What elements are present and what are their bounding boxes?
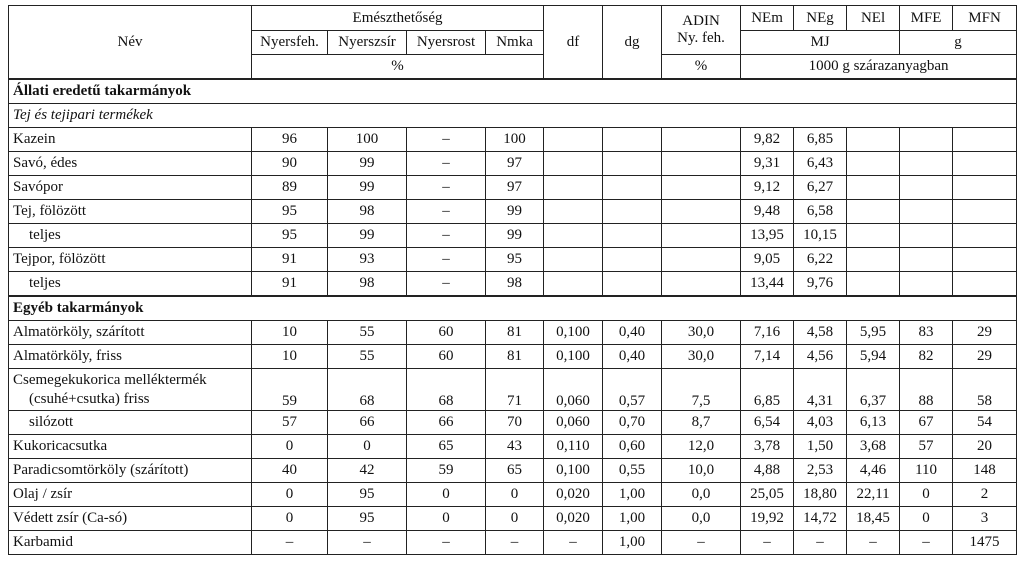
value-cell: 83 [900, 321, 953, 345]
value-cell [662, 200, 741, 224]
value-cell: 98 [328, 272, 407, 297]
table-row [9, 272, 1017, 297]
value-cell: 81 [486, 345, 544, 369]
value-cell [847, 200, 900, 224]
value-cell [544, 248, 603, 272]
value-cell: 97 [486, 176, 544, 200]
value-cell [544, 272, 603, 297]
value-cell: 71 [486, 369, 544, 411]
value-cell: 0,060 [544, 411, 603, 435]
value-cell: 0 [252, 435, 328, 459]
value-cell: 12,0 [662, 435, 741, 459]
value-cell: 97 [486, 152, 544, 176]
value-cell [953, 128, 1017, 152]
value-cell [603, 248, 662, 272]
value-cell: 22,11 [847, 483, 900, 507]
value-cell: – [407, 248, 486, 272]
value-cell [603, 200, 662, 224]
table-row [9, 152, 1017, 176]
protein-unit-header: g [900, 31, 1017, 55]
value-cell: – [794, 531, 847, 555]
value-cell: 91 [252, 248, 328, 272]
value-cell [603, 224, 662, 248]
value-cell: 95 [486, 248, 544, 272]
value-cell: 99 [486, 200, 544, 224]
value-cell: – [847, 531, 900, 555]
value-cell: 9,76 [794, 272, 847, 297]
section-title: Állati eredetű takarmányok [9, 79, 1017, 104]
value-cell: 0,57 [603, 369, 662, 411]
value-cell: 6,22 [794, 248, 847, 272]
value-cell: 25,05 [741, 483, 794, 507]
value-cell: 98 [328, 200, 407, 224]
value-cell: 148 [953, 459, 1017, 483]
name-column-header: Név [9, 6, 252, 80]
value-cell [603, 128, 662, 152]
value-cell: 88 [900, 369, 953, 411]
table-row [9, 128, 1017, 152]
value-cell: – [407, 128, 486, 152]
value-cell: 9,48 [741, 200, 794, 224]
value-cell: 0 [252, 483, 328, 507]
value-cell: 91 [252, 272, 328, 297]
value-cell: 0,100 [544, 459, 603, 483]
value-cell [953, 224, 1017, 248]
value-cell: 55 [328, 321, 407, 345]
section-header-row [9, 296, 1017, 321]
value-cell: 43 [486, 435, 544, 459]
value-cell: 59 [252, 369, 328, 411]
value-cell: – [407, 224, 486, 248]
value-cell: 66 [328, 411, 407, 435]
value-cell: 0,020 [544, 483, 603, 507]
value-cell: 0 [900, 483, 953, 507]
feed-name-cell: Tej, fölözött [9, 200, 252, 224]
adin-unit-header: % [662, 55, 741, 80]
value-cell: 2 [953, 483, 1017, 507]
digestibility-group-header: Emészthetőség [252, 6, 544, 31]
feed-name-line1: Csemegekukorica melléktermék [13, 371, 207, 388]
value-cell [847, 152, 900, 176]
value-cell: 9,05 [741, 248, 794, 272]
value-cell: 70 [486, 411, 544, 435]
value-cell: – [662, 531, 741, 555]
value-cell [953, 248, 1017, 272]
value-cell: 4,58 [794, 321, 847, 345]
feed-name-cell: Olaj / zsír [9, 483, 252, 507]
value-cell [847, 128, 900, 152]
value-cell: 59 [407, 459, 486, 483]
value-cell: 5,94 [847, 345, 900, 369]
dg-column-header: dg [603, 6, 662, 80]
value-cell: 68 [328, 369, 407, 411]
table-row [9, 345, 1017, 369]
value-cell: 6,13 [847, 411, 900, 435]
feed-name-cell: teljes [9, 272, 252, 297]
section-title: Egyéb takarmányok [9, 296, 1017, 321]
value-cell: 0,100 [544, 321, 603, 345]
value-cell: 42 [328, 459, 407, 483]
value-cell: 0 [407, 507, 486, 531]
table-row [9, 435, 1017, 459]
value-cell: 54 [953, 411, 1017, 435]
value-cell: 3 [953, 507, 1017, 531]
table-body [9, 79, 1017, 555]
value-cell: 4,03 [794, 411, 847, 435]
value-cell [544, 224, 603, 248]
value-cell: 99 [328, 176, 407, 200]
value-cell: 1,50 [794, 435, 847, 459]
value-cell: 66 [407, 411, 486, 435]
nfe-header: Nmka [486, 31, 544, 55]
value-cell: 0 [407, 483, 486, 507]
feed-name-cell: Védett zsír (Ca-só) [9, 507, 252, 531]
feed-name-cell: teljes [9, 224, 252, 248]
value-cell [900, 176, 953, 200]
value-cell: – [407, 152, 486, 176]
value-cell: – [407, 272, 486, 297]
value-cell: 2,53 [794, 459, 847, 483]
value-cell: 1,00 [603, 507, 662, 531]
value-cell: 4,56 [794, 345, 847, 369]
value-cell [847, 176, 900, 200]
feed-name-cell: silózott [9, 411, 252, 435]
value-cell [662, 248, 741, 272]
value-cell: 6,58 [794, 200, 847, 224]
value-cell [953, 200, 1017, 224]
value-cell: 13,44 [741, 272, 794, 297]
value-cell: 0 [252, 507, 328, 531]
value-cell: 4,88 [741, 459, 794, 483]
value-cell: 29 [953, 321, 1017, 345]
crude-protein-header: Nyersfeh. [252, 31, 328, 55]
value-cell: – [900, 531, 953, 555]
section-header-row [9, 79, 1017, 104]
value-cell: 10 [252, 345, 328, 369]
value-cell: 10,0 [662, 459, 741, 483]
value-cell: – [252, 531, 328, 555]
value-cell: 58 [953, 369, 1017, 411]
value-cell: 7,16 [741, 321, 794, 345]
value-cell: 99 [486, 224, 544, 248]
value-cell: 18,80 [794, 483, 847, 507]
feed-name-cell: Kukoricacsutka [9, 435, 252, 459]
value-cell: 0,020 [544, 507, 603, 531]
value-cell: 99 [328, 152, 407, 176]
basis-header: 1000 g szárazanyagban [741, 55, 1017, 80]
value-cell [900, 200, 953, 224]
value-cell: 89 [252, 176, 328, 200]
nutrition-table [8, 5, 1017, 555]
value-cell: 95 [252, 224, 328, 248]
value-cell: 68 [407, 369, 486, 411]
value-cell: 96 [252, 128, 328, 152]
value-cell [847, 248, 900, 272]
value-cell: 20 [953, 435, 1017, 459]
value-cell: 65 [486, 459, 544, 483]
feed-name-cell: Savópor [9, 176, 252, 200]
value-cell: 5,95 [847, 321, 900, 345]
value-cell [662, 176, 741, 200]
value-cell: 0,0 [662, 483, 741, 507]
nel-column-header: NEl [847, 6, 900, 31]
mfe-column-header: MFE [900, 6, 953, 31]
value-cell [662, 152, 741, 176]
value-cell: 4,46 [847, 459, 900, 483]
value-cell: 4,31 [794, 369, 847, 411]
value-cell: 6,54 [741, 411, 794, 435]
table-row [9, 200, 1017, 224]
adin-header-line1: ADIN [682, 13, 720, 29]
value-cell: 95 [328, 507, 407, 531]
value-cell [847, 272, 900, 297]
value-cell: 9,31 [741, 152, 794, 176]
value-cell: 81 [486, 321, 544, 345]
value-cell: 10,15 [794, 224, 847, 248]
digestibility-unit-header: % [252, 55, 544, 80]
value-cell: 0,100 [544, 345, 603, 369]
feed-name-cell: Paradicsomtörköly (szárított) [9, 459, 252, 483]
value-cell: 7,14 [741, 345, 794, 369]
value-cell: 0 [486, 483, 544, 507]
value-cell: 82 [900, 345, 953, 369]
value-cell: 3,78 [741, 435, 794, 459]
crude-fat-header: Nyerszsír [328, 31, 407, 55]
value-cell: 95 [328, 483, 407, 507]
feed-name-cell [9, 369, 252, 411]
table-row [9, 507, 1017, 531]
value-cell [603, 176, 662, 200]
value-cell [900, 152, 953, 176]
value-cell: 0,55 [603, 459, 662, 483]
value-cell [603, 152, 662, 176]
value-cell [544, 176, 603, 200]
value-cell: 1475 [953, 531, 1017, 555]
energy-unit-header: MJ [741, 31, 900, 55]
feed-name-cell: Almatörköly, friss [9, 345, 252, 369]
value-cell [953, 152, 1017, 176]
value-cell: 0,40 [603, 345, 662, 369]
value-cell: 8,7 [662, 411, 741, 435]
feed-name-line2: (csuhé+csutka) friss [29, 390, 150, 407]
subsection-title: Tej és tejipari termékek [9, 104, 1017, 128]
neg-column-header: NEg [794, 6, 847, 31]
value-cell: 57 [900, 435, 953, 459]
adin-column-header [662, 6, 741, 55]
table-header [9, 6, 1017, 80]
nem-column-header: NEm [741, 6, 794, 31]
value-cell: 67 [900, 411, 953, 435]
value-cell [900, 224, 953, 248]
table-row [9, 321, 1017, 345]
value-cell: 18,45 [847, 507, 900, 531]
crude-fiber-header: Nyersrost [407, 31, 486, 55]
value-cell: 60 [407, 345, 486, 369]
value-cell: 1,00 [603, 483, 662, 507]
value-cell [953, 176, 1017, 200]
value-cell: 0,70 [603, 411, 662, 435]
value-cell: 100 [328, 128, 407, 152]
table-row [9, 459, 1017, 483]
value-cell: 3,68 [847, 435, 900, 459]
value-cell: 30,0 [662, 321, 741, 345]
value-cell: 9,12 [741, 176, 794, 200]
value-cell: 19,92 [741, 507, 794, 531]
value-cell: 7,5 [662, 369, 741, 411]
table-row [9, 411, 1017, 435]
table-row [9, 483, 1017, 507]
value-cell: – [741, 531, 794, 555]
value-cell: – [328, 531, 407, 555]
value-cell: 0,110 [544, 435, 603, 459]
df-column-header: df [544, 6, 603, 80]
value-cell: 0 [900, 507, 953, 531]
feed-name-cell: Karbamid [9, 531, 252, 555]
value-cell: 1,00 [603, 531, 662, 555]
value-cell: 90 [252, 152, 328, 176]
value-cell: 99 [328, 224, 407, 248]
table-row [9, 531, 1017, 555]
value-cell: 0,0 [662, 507, 741, 531]
value-cell: 9,82 [741, 128, 794, 152]
feed-name-cell: Almatörköly, szárított [9, 321, 252, 345]
table-row [9, 248, 1017, 272]
value-cell: 110 [900, 459, 953, 483]
value-cell [900, 128, 953, 152]
value-cell: 6,85 [794, 128, 847, 152]
value-cell: 60 [407, 321, 486, 345]
value-cell [847, 224, 900, 248]
feed-name-cell: Tejpor, fölözött [9, 248, 252, 272]
value-cell: 13,95 [741, 224, 794, 248]
value-cell: 40 [252, 459, 328, 483]
value-cell: – [486, 531, 544, 555]
value-cell [662, 224, 741, 248]
value-cell: 100 [486, 128, 544, 152]
value-cell: 0,060 [544, 369, 603, 411]
value-cell [900, 272, 953, 297]
value-cell: 6,37 [847, 369, 900, 411]
feed-name-cell: Savó, édes [9, 152, 252, 176]
value-cell [544, 152, 603, 176]
value-cell: 6,27 [794, 176, 847, 200]
value-cell: 98 [486, 272, 544, 297]
value-cell [662, 272, 741, 297]
value-cell: 0 [328, 435, 407, 459]
value-cell: 0,40 [603, 321, 662, 345]
feed-name-cell: Kazein [9, 128, 252, 152]
adin-header-line2: Ny. feh. [677, 30, 725, 46]
value-cell: 10 [252, 321, 328, 345]
value-cell: – [544, 531, 603, 555]
value-cell: – [407, 176, 486, 200]
value-cell: 6,43 [794, 152, 847, 176]
value-cell: 6,85 [741, 369, 794, 411]
value-cell: 0 [486, 507, 544, 531]
mfn-column-header: MFN [953, 6, 1017, 31]
value-cell: 0,60 [603, 435, 662, 459]
value-cell: 29 [953, 345, 1017, 369]
table-row [9, 176, 1017, 200]
value-cell [900, 248, 953, 272]
value-cell [544, 128, 603, 152]
value-cell: – [407, 531, 486, 555]
value-cell [544, 200, 603, 224]
value-cell [662, 128, 741, 152]
subsection-header-row [9, 104, 1017, 128]
value-cell: 65 [407, 435, 486, 459]
value-cell: – [407, 200, 486, 224]
value-cell: 93 [328, 248, 407, 272]
value-cell: 30,0 [662, 345, 741, 369]
value-cell: 55 [328, 345, 407, 369]
value-cell: 57 [252, 411, 328, 435]
value-cell: 95 [252, 200, 328, 224]
table-row [9, 224, 1017, 248]
value-cell: 14,72 [794, 507, 847, 531]
table-row [9, 369, 1017, 411]
value-cell [603, 272, 662, 297]
value-cell [953, 272, 1017, 297]
